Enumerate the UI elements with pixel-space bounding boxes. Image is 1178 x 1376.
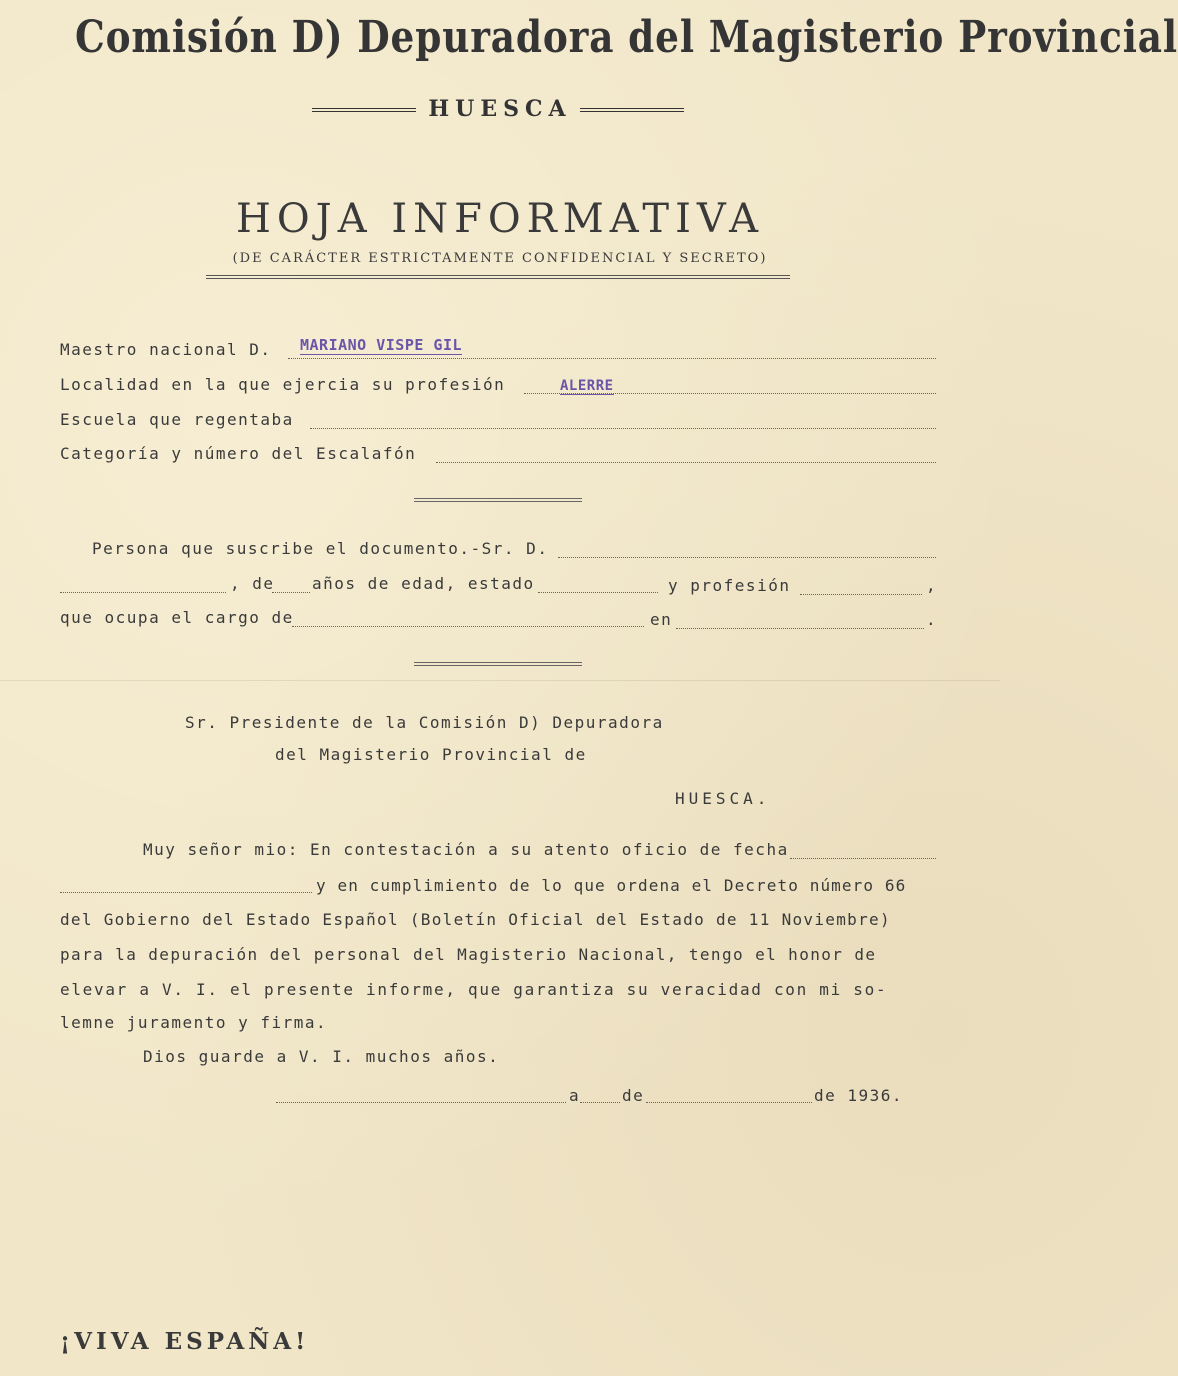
maestro-label: Maestro nacional D. xyxy=(60,340,272,359)
cargo-label: que ocupa el cargo de xyxy=(60,608,294,627)
profesion-label: y profesión xyxy=(668,576,791,595)
en-label: en xyxy=(650,610,673,629)
body-line-1: Muy señor mio: En contestación a su atento oficio de fecha xyxy=(143,840,789,859)
categoria-label: Categoría y número del Escalafón xyxy=(60,444,417,463)
section-separator xyxy=(414,498,582,502)
date-de: de xyxy=(622,1086,645,1105)
localidad-value: ALERRE xyxy=(560,378,614,394)
estado-field[interactable] xyxy=(538,592,658,593)
escuela-field[interactable] xyxy=(310,428,936,429)
cargo-period: . xyxy=(926,610,938,629)
address-city: HUESCA. xyxy=(675,789,771,808)
city-heading: HUESCA xyxy=(428,96,572,122)
categoria-field[interactable] xyxy=(436,462,936,463)
fecha-field[interactable] xyxy=(790,858,936,859)
place-field[interactable] xyxy=(276,1102,566,1103)
profesion-field[interactable] xyxy=(800,594,922,595)
closing-line: Dios guarde a V. I. muchos años. xyxy=(143,1047,500,1066)
maestro-value: MARIANO VISPE GIL xyxy=(300,336,463,354)
footer-motto: ¡VIVA ESPAÑA! xyxy=(60,1328,310,1355)
localidad-label: Localidad en la que ejercia su profesión xyxy=(60,375,506,394)
date-year: de 1936. xyxy=(814,1086,904,1105)
escuela-label: Escuela que regentaba xyxy=(60,410,294,429)
body-line-6: lemne juramento y firma. xyxy=(60,1013,328,1032)
day-field[interactable] xyxy=(580,1102,620,1103)
fecha-field-2[interactable] xyxy=(60,892,312,893)
body-line-3: del Gobierno del Estado Español (Boletín Oficial del Estado de 11 Noviembre) xyxy=(60,910,891,929)
paper-fold xyxy=(0,680,1000,681)
form-title: HOJA INFORMATIVA xyxy=(236,196,764,242)
address-line-2: del Magisterio Provincial de xyxy=(275,745,587,764)
address-line-1: Sr. Presidente de la Comisión D) Depuradora xyxy=(185,713,664,732)
persona-label: Persona que suscribe el documento.-Sr. D. xyxy=(92,539,549,558)
month-field[interactable] xyxy=(646,1102,812,1103)
de-label: , de xyxy=(230,574,275,593)
section-separator-2 xyxy=(414,662,582,666)
city-rule-right xyxy=(580,108,684,112)
profesion-comma: , xyxy=(926,576,938,595)
commission-heading: Comisión D) Depuradora del Magisterio Provincial xyxy=(75,12,1178,63)
persona-field[interactable] xyxy=(558,557,936,558)
body-line-5: elevar a V. I. el presente informe, que garantiza su veracidad con mi so- xyxy=(60,980,888,999)
en-field[interactable] xyxy=(676,628,924,629)
form-subtitle: (DE CARÁCTER ESTRICTAMENTE CONFIDENCIAL Y SECRETO) xyxy=(232,251,768,266)
edad-label: años de edad, estado xyxy=(312,574,535,593)
cargo-field[interactable] xyxy=(292,626,644,627)
nombre-field[interactable] xyxy=(60,592,226,593)
edad-field[interactable] xyxy=(272,592,310,593)
maestro-field[interactable] xyxy=(288,358,936,359)
date-a: a xyxy=(569,1086,581,1105)
body-line-4: para la depuración del personal del Magisterio Nacional, tengo el honor de xyxy=(60,945,877,964)
title-rule xyxy=(206,275,790,279)
body-line-2: y en cumplimiento de lo que ordena el Decreto número 66 xyxy=(316,876,907,895)
